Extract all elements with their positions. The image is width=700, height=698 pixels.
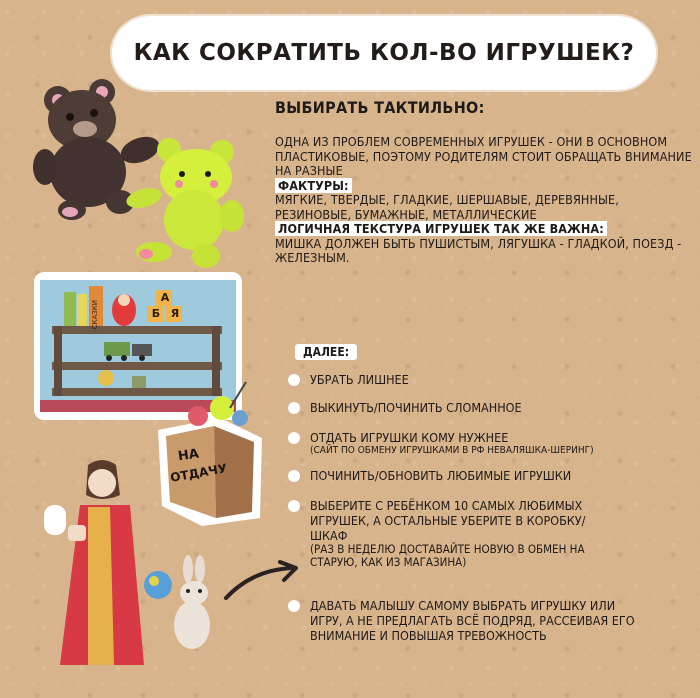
list-item xyxy=(288,400,522,415)
bullet-dot-icon xyxy=(288,374,300,386)
logic-label: ЛОГИЧНАЯ ТЕКСТУРА ИГРУШЕК ТАК ЖЕ ВАЖНА: xyxy=(275,221,607,236)
list-item xyxy=(288,372,409,387)
step-text: ПОЧИНИТЬ/ОБНОВИТЬ ЛЮБИМЫЕ ИГРУШКИ xyxy=(310,468,572,483)
donation-box-illustration xyxy=(150,378,268,528)
main-content xyxy=(275,98,695,266)
step-text: УБРАТЬ ЛИШНЕЕ xyxy=(310,372,409,387)
list-item xyxy=(288,498,610,569)
bullet-dot-icon xyxy=(288,470,300,482)
bullet-dot-icon xyxy=(288,402,300,414)
textures-label: ФАКТУРЫ: xyxy=(275,178,352,193)
next-section xyxy=(295,341,357,360)
logic-text: МИШКА ДОЛЖЕН БЫТЬ ПУШИСТЫМ, ЛЯГУШКА - ГЛАДКОЙ, ПОЕЗД - ЖЕЛЕЗНЫМ. xyxy=(275,235,682,265)
list-item xyxy=(288,430,700,457)
bullet-dot-icon xyxy=(288,432,300,444)
abc-block-ya: Я xyxy=(170,307,180,320)
step-text: ДАВАТЬ МАЛЫШУ САМОМУ ВЫБРАТЬ ИГРУШКУ ИЛИ ИГРУ, А НЕ ПРЕДЛАГАТЬ ВСЁ ПОДРЯД, РАССЕИВАЯ ЕГО ВНИМАНИЕ И ПОВЫШАЯ ТРЕВОЖНОСТЬ xyxy=(310,598,635,643)
page-title: КАК СОКРАТИТЬ КОЛ-ВО ИГРУШЕК? xyxy=(133,40,635,66)
step-text: ОТДАТЬ ИГРУШКИ КОМУ НУЖНЕЕ xyxy=(310,430,509,445)
intro-text xyxy=(275,135,695,266)
bunny-illustration xyxy=(140,555,220,653)
bullet-dot-icon xyxy=(288,600,300,612)
step-text: ВЫБЕРИТЕ С РЕБЁНКОМ 10 САМЫХ ЛЮБИМЫХ ИГРУШЕК, А ОСТАЛЬНЫЕ УБЕРИТЕ В КОРОБКУ/ШКАФ xyxy=(310,498,586,543)
title-bubble xyxy=(112,16,656,90)
book-spine-text: СКАЗКИ xyxy=(91,300,99,330)
section-heading: ВЫБИРАТЬ ТАКТИЛЬНО: xyxy=(275,98,485,117)
step-note: (РАЗ В НЕДЕЛЮ ДОСТАВАЙТЕ НОВУЮ В ОБМЕН НА СТАРУЮ, КАК ИЗ МАГАЗИНА) xyxy=(310,542,585,569)
intro-sentence: ОДНА ИЗ ПРОБЛЕМ СОВРЕМЕННЫХ ИГРУШЕК - ОНИ В ОСНОВНОМ ПЛАСТИКОВЫЕ, ПОЭТОМУ РОДИТЕЛЯМ СТОИТ ОБРАЩАТЬ ВНИМАНИЕ НА РАЗНЫЕ xyxy=(275,134,692,178)
list-item xyxy=(288,468,571,483)
abc-block-b: Б xyxy=(151,307,161,320)
step-note: (САЙТ ПО ОБМЕНУ ИГРУШКАМИ В РФ НЕВАЛЯШКА-ШЕРИНГ) xyxy=(310,445,594,456)
box-drawing xyxy=(150,378,268,528)
abc-block-a: А xyxy=(160,291,170,304)
textures-list: МЯГКИЕ, ТВЕРДЫЕ, ГЛАДКИЕ, ШЕРШАВЫЕ, ДЕРЕВЯННЫЕ, РЕЗИНОВЫЕ, БУМАЖНЫЕ, МЕТАЛЛИЧЕСКИЕ xyxy=(275,192,619,222)
list-item xyxy=(288,598,650,643)
green-bear-illustration xyxy=(124,132,252,270)
box-label-line1: НА xyxy=(177,446,200,465)
next-label: ДАЛЕЕ: xyxy=(295,344,357,360)
box-label-line2: ОТДАЧУ xyxy=(169,461,229,485)
doll-illustration xyxy=(40,455,150,677)
step-text: ВЫКИНУТЬ/ПОЧИНИТЬ СЛОМАННОЕ xyxy=(310,400,522,415)
bullet-dot-icon xyxy=(288,500,300,512)
